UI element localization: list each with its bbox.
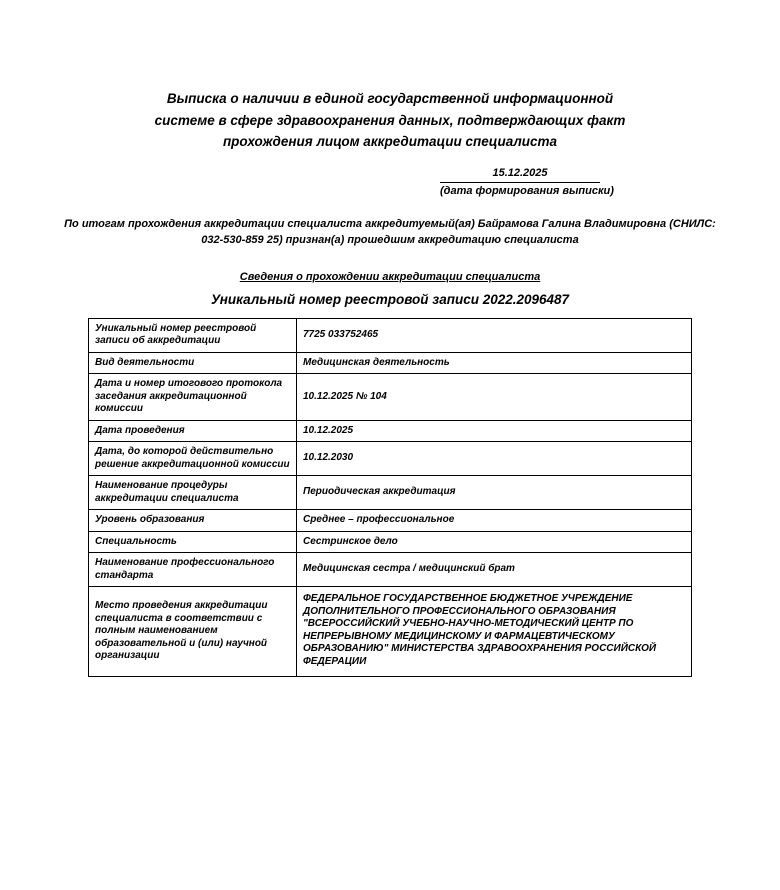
table-row (89, 587, 692, 677)
table-row (89, 553, 692, 587)
accreditation-table-body (89, 318, 692, 677)
field-label: Место проведения аккредитации специалиста в соответствии с полным наименованием образовательной и (или) научной организации (89, 587, 297, 677)
field-label: Уникальный номер реестровой записи об аккредитации (89, 318, 297, 352)
field-label: Наименование процедуры аккредитации специалиста (89, 476, 297, 510)
field-value: Медицинская деятельность (297, 352, 692, 374)
table-row (89, 420, 692, 442)
table-row (89, 374, 692, 421)
section-heading: Сведения о прохождении аккредитации специалиста (239, 270, 541, 283)
field-label: Дата проведения (89, 420, 297, 442)
table-row (89, 510, 692, 532)
field-label: Уровень образования (89, 510, 297, 532)
field-label: Дата и номер итогового протокола заседания аккредитационной комиссии (89, 374, 297, 421)
extract-date: 15.12.2025 (440, 167, 600, 183)
extract-date-caption: (дата формирования выписки) (440, 184, 614, 197)
field-value: Среднее – профессиональное (297, 510, 692, 532)
extract-date-block (440, 166, 614, 197)
table-row (89, 318, 692, 352)
field-value: 10.12.2025 № 104 (297, 374, 692, 421)
field-label: Наименование профессионального стандарта (89, 553, 297, 587)
registry-number-heading: Уникальный номер реестровой записи 2022.2096487 (210, 291, 570, 307)
table-row (89, 476, 692, 510)
table-row (89, 531, 692, 553)
field-value: Сестринское дело (297, 531, 692, 553)
table-row (89, 352, 692, 374)
field-value: Периодическая аккредитация (297, 476, 692, 510)
field-value: 7725 033752465 (297, 318, 692, 352)
accreditation-summary: По итогам прохождения аккредитации специалиста аккредитуемый(ая) Байрамова Галина Владимировна (СНИЛС: 032-530-859 25) признан(а) прошедшим аккредитацию специалиста (64, 217, 716, 246)
field-value: ФЕДЕРАЛЬНОЕ ГОСУДАРСТВЕННОЕ БЮДЖЕТНОЕ УЧРЕЖДЕНИЕ ДОПОЛНИТЕЛЬНОГО ПРОФЕССИОНАЛЬНОГО ОБРАЗОВАНИЯ "ВСЕРОССИЙСКИЙ УЧЕБНО-НАУЧНО-МЕТОДИЧЕСКИЙ ЦЕНТР ПО НЕПРЕРЫВНОМУ МЕДИЦИНСКОМУ И ФАРМАЦЕВТИЧЕСКОМУ ОБРАЗОВАНИЮ" МИНИСТЕРСТВА ЗДРАВООХРАНЕНИЯ РОССИЙСКОЙ ФЕДЕРАЦИИ (297, 587, 692, 677)
accreditation-table (88, 318, 692, 678)
document-title: Выписка о наличии в единой государственной информационной системе в сфере здравоохранения данных, подтверждающих факт прохождения лицом аккредитации специалиста (154, 91, 626, 150)
field-value: Медицинская сестра / медицинский брат (297, 553, 692, 587)
field-label: Вид деятельности (89, 352, 297, 374)
field-value: 10.12.2030 (297, 442, 692, 476)
field-label: Специальность (89, 531, 297, 553)
field-label: Дата, до которой действительно решение аккредитационной комиссии (89, 442, 297, 476)
table-row (89, 442, 692, 476)
field-value: 10.12.2025 (297, 420, 692, 442)
